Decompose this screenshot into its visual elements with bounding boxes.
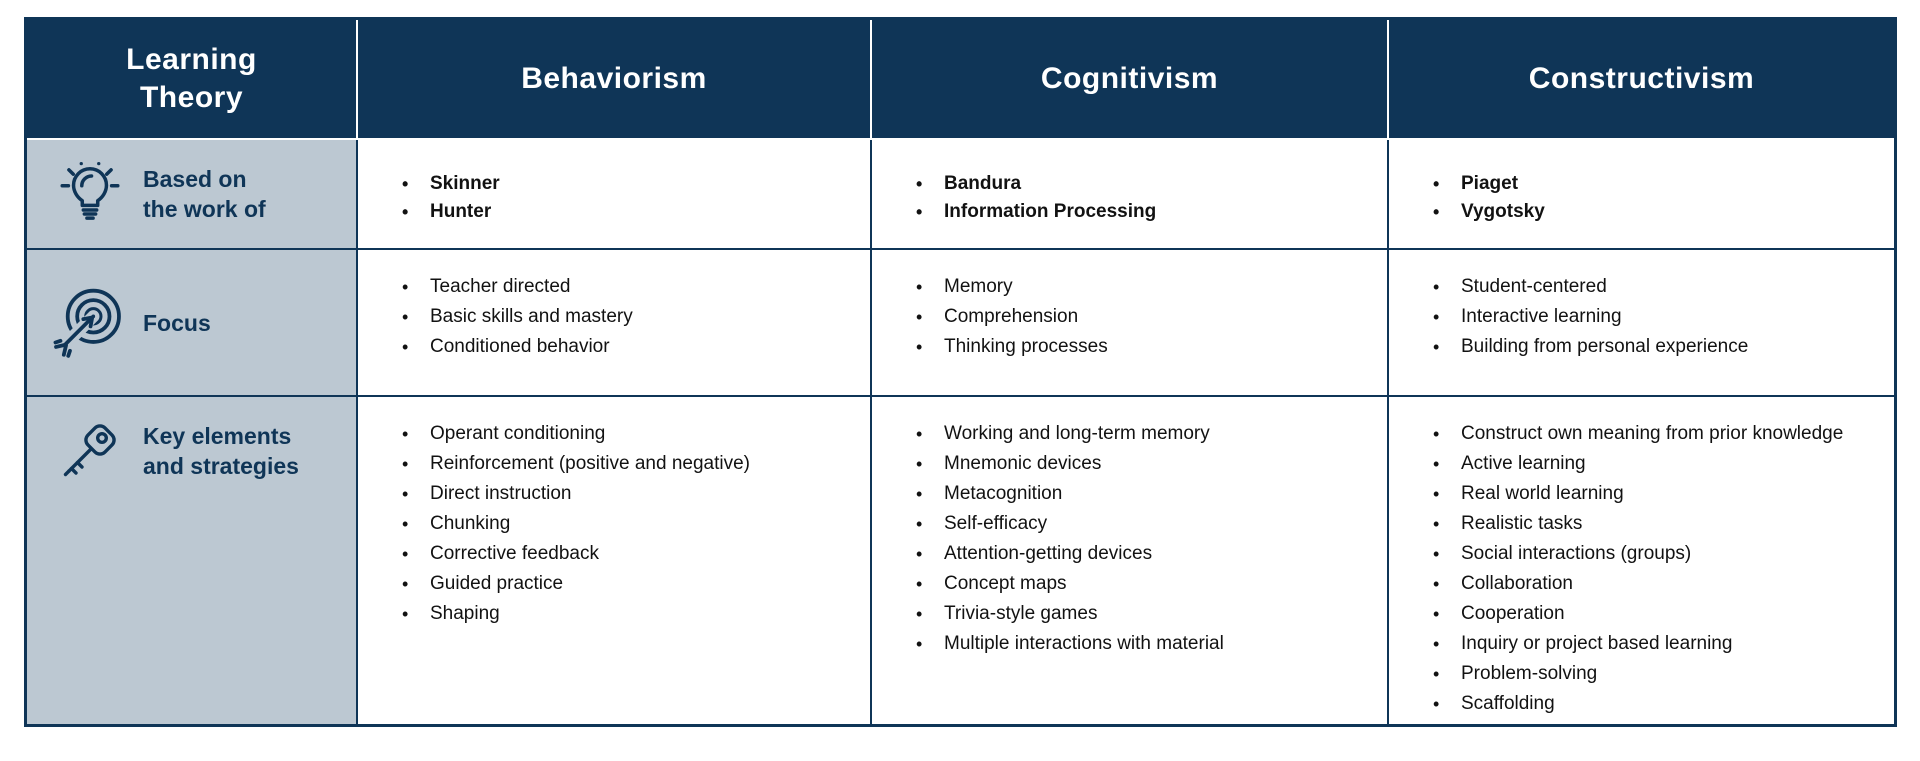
list-item: • Inquiry or project based learning xyxy=(1429,629,1884,659)
list-item: • Basic skills and mastery xyxy=(398,302,860,332)
cell-cognitivism-focus xyxy=(870,248,1387,395)
key-icon xyxy=(49,421,131,491)
learning-theory-table xyxy=(24,17,1897,727)
header-learning-theory-label xyxy=(126,41,257,117)
row-label-text xyxy=(143,308,211,338)
label-line: Key elements xyxy=(143,423,292,449)
row-label-text xyxy=(143,421,299,481)
row-label-based-on-the-work-of xyxy=(27,140,356,248)
list-item: • Hunter xyxy=(398,198,860,226)
cell-behaviorism-based-on xyxy=(356,140,870,248)
list-item: • Problem-solving xyxy=(1429,659,1884,689)
cell-constructivism-focus xyxy=(1387,248,1894,395)
cell-constructivism-based-on xyxy=(1387,140,1894,248)
list-item: • Collaboration xyxy=(1429,569,1884,599)
bullet-list xyxy=(398,272,860,362)
list-item: • Construct own meaning from prior knowledge xyxy=(1429,419,1884,449)
list-item: • Metacognition xyxy=(912,479,1377,509)
list-item: • Operant conditioning xyxy=(398,419,860,449)
cell-cognitivism-key-elements xyxy=(870,395,1387,724)
list-item: • Vygotsky xyxy=(1429,198,1884,226)
list-item: • Working and long-term memory xyxy=(912,419,1377,449)
header-line: Learning xyxy=(126,43,257,76)
bullet-list xyxy=(912,170,1377,226)
label-line: Focus xyxy=(143,309,211,336)
row-label-key-elements xyxy=(27,395,356,724)
list-item: • Corrective feedback xyxy=(398,539,860,569)
label-line: and strategies xyxy=(143,453,299,479)
bullet-list xyxy=(1429,170,1884,226)
list-item: • Piaget xyxy=(1429,170,1884,198)
list-item: • Shaping xyxy=(398,599,860,629)
header-behaviorism-label: Behaviorism xyxy=(521,62,707,95)
row-label-text xyxy=(143,164,266,224)
list-item: • Real world learning xyxy=(1429,479,1884,509)
lightbulb-icon xyxy=(49,158,131,230)
list-item: • Comprehension xyxy=(912,302,1377,332)
list-item: • Guided practice xyxy=(398,569,860,599)
list-item: • Teacher directed xyxy=(398,272,860,302)
list-item: • Memory xyxy=(912,272,1377,302)
cell-behaviorism-focus xyxy=(356,248,870,395)
header-constructivism xyxy=(1387,20,1894,140)
list-item: • Concept maps xyxy=(912,569,1377,599)
target-icon xyxy=(49,284,131,362)
bullet-list xyxy=(398,170,860,226)
list-item: • Trivia-style games xyxy=(912,599,1377,629)
header-behaviorism xyxy=(356,20,870,140)
cell-constructivism-key-elements xyxy=(1387,395,1894,724)
list-item: • Building from personal experience xyxy=(1429,332,1884,362)
list-item: • Skinner xyxy=(398,170,860,198)
header-constructivism-label: Constructivism xyxy=(1528,62,1755,95)
list-item: • Social interactions (groups) xyxy=(1429,539,1884,569)
list-item: • Student-centered xyxy=(1429,272,1884,302)
list-item: • Information Processing xyxy=(912,198,1377,226)
list-item: • Chunking xyxy=(398,509,860,539)
list-item: • Mnemonic devices xyxy=(912,449,1377,479)
bullet-list xyxy=(1429,419,1884,719)
bullet-list xyxy=(912,419,1377,659)
list-item: • Direct instruction xyxy=(398,479,860,509)
bullet-list xyxy=(398,419,860,629)
list-item: • Multiple interactions with material xyxy=(912,629,1377,659)
header-line: Theory xyxy=(139,81,244,114)
bullet-list xyxy=(1429,272,1884,362)
list-item: • Realistic tasks xyxy=(1429,509,1884,539)
list-item: • Conditioned behavior xyxy=(398,332,860,362)
list-item: • Attention-getting devices xyxy=(912,539,1377,569)
bullet-list xyxy=(912,272,1377,362)
cell-cognitivism-based-on xyxy=(870,140,1387,248)
list-item: • Active learning xyxy=(1429,449,1884,479)
header-cognitivism xyxy=(870,20,1387,140)
list-item: • Self-efficacy xyxy=(912,509,1377,539)
list-item: • Bandura xyxy=(912,170,1377,198)
list-item: • Cooperation xyxy=(1429,599,1884,629)
cell-behaviorism-key-elements xyxy=(356,395,870,724)
label-line: the work of xyxy=(143,196,266,222)
list-item: • Scaffolding xyxy=(1429,689,1884,719)
list-item: • Interactive learning xyxy=(1429,302,1884,332)
list-item: • Thinking processes xyxy=(912,332,1377,362)
label-line: Based on xyxy=(143,166,247,192)
header-cognitivism-label: Cognitivism xyxy=(1040,62,1219,95)
list-item: • Reinforcement (positive and negative) xyxy=(398,449,860,479)
row-label-focus xyxy=(27,248,356,395)
header-learning-theory xyxy=(27,20,356,140)
